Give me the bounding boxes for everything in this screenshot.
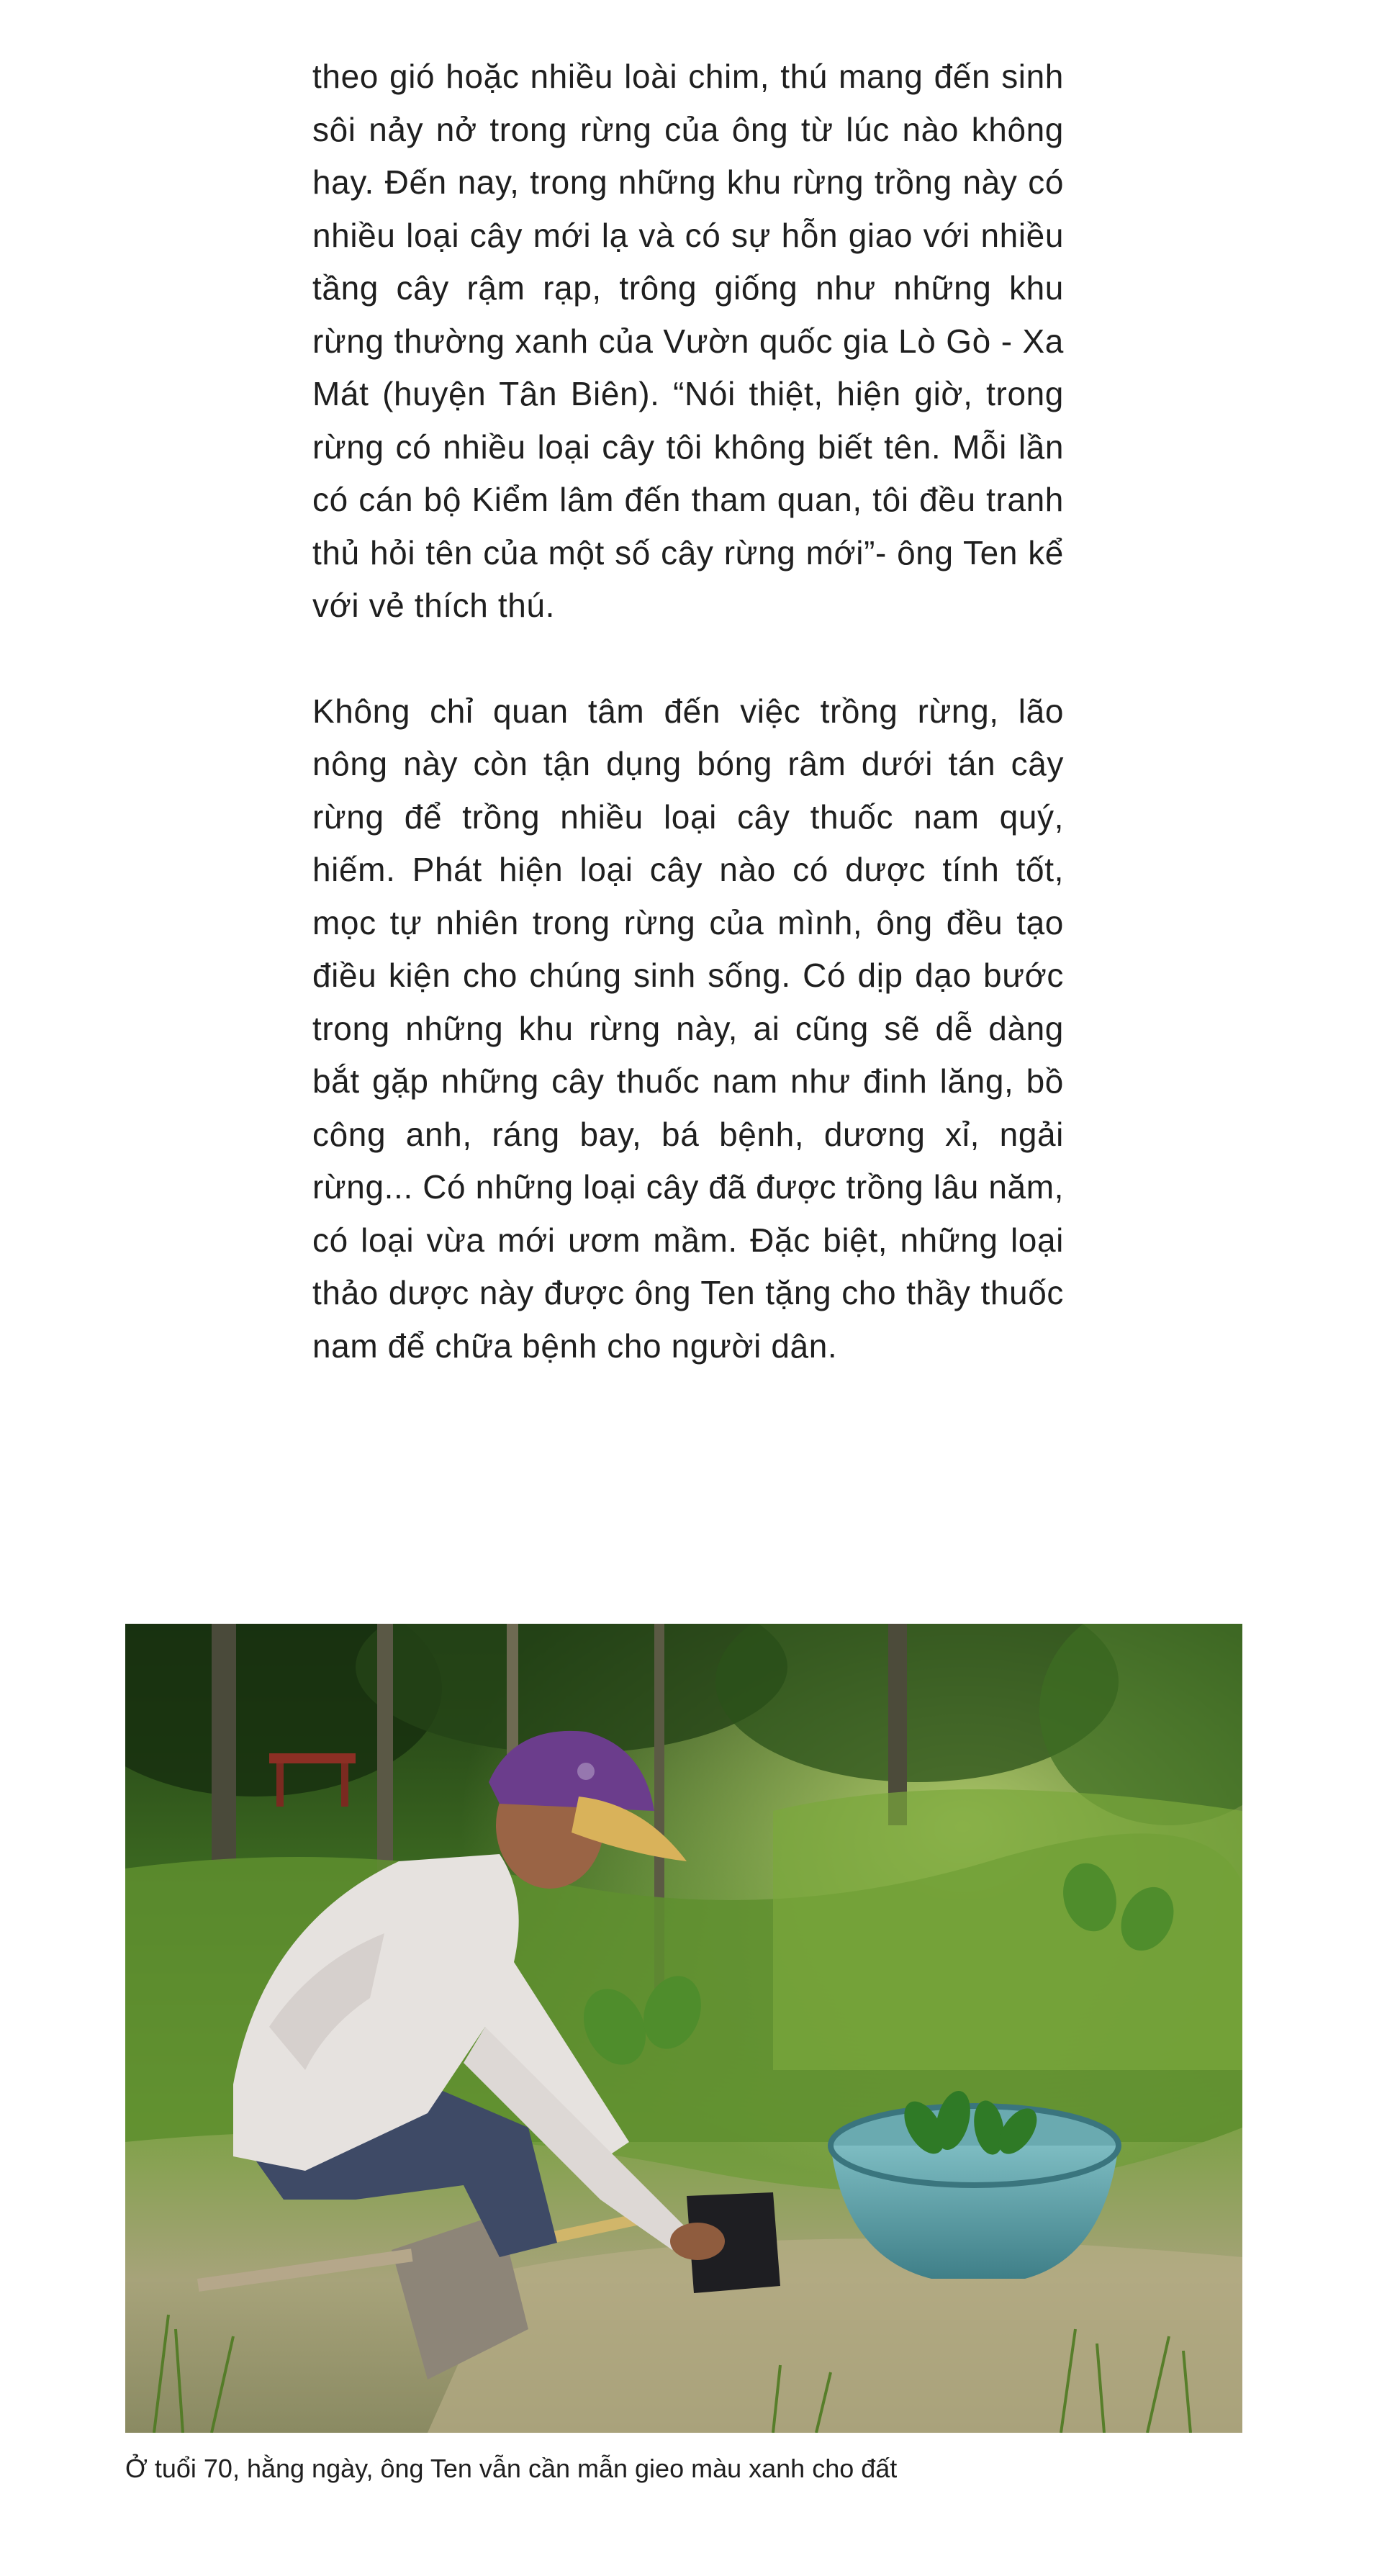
article-photo-figure	[125, 1624, 1242, 2433]
article-paragraph-1: theo gió hoặc nhiều loài chim, thú mang đến sinh sôi nảy nở trong rừng của ông từ lúc nào không hay. Đến nay, trong những khu rừng trồng này có nhiều loại cây mới lạ và có sự hỗn giao với nhiều tầng cây rậm rạp, trông giống như những khu rừng thường xanh của Vườn quốc gia Lò Gò - Xa Mát (huyện Tân Biên). “Nói thiệt, hiện giờ, trong rừng có nhiều loại cây tôi không biết tên. Mỗi lần có cán bộ Kiểm lâm đến tham quan, tôi đều tranh thủ hỏi tên của một số cây rừng mới”- ông Ten kể với vẻ thích thú.	[312, 58, 1064, 624]
article-paragraph-2: Không chỉ quan tâm đến việc trồng rừng, lão nông này còn tận dụng bóng râm dưới tán cây rừng để trồng nhiều loại cây thuốc nam quý, hiếm. Phát hiện loại cây nào có dược tính tốt, mọc tự nhiên trong rừng của mình, ông đều tạo điều kiện cho chúng sinh sống. Có dịp dạo bước trong những khu rừng này, ai cũng sẽ dễ dàng bắt gặp những cây thuốc nam như đinh lăng, bồ công anh, ráng bay, bá bệnh, dương xỉ, ngải rừng... Có những loại cây đã được trồng lâu năm, có loại vừa mới ươm mầm. Đặc biệt, những loại thảo dược này được ông Ten tặng cho thầy thuốc nam để chữa bệnh cho người dân.	[312, 692, 1064, 1365]
article-body	[312, 50, 1064, 1373]
article-photo	[125, 1624, 1242, 2433]
photo-caption: Ở tuổi 70, hằng ngày, ông Ten vẫn cần mẫn gieo màu xanh cho đất	[125, 2454, 898, 2483]
